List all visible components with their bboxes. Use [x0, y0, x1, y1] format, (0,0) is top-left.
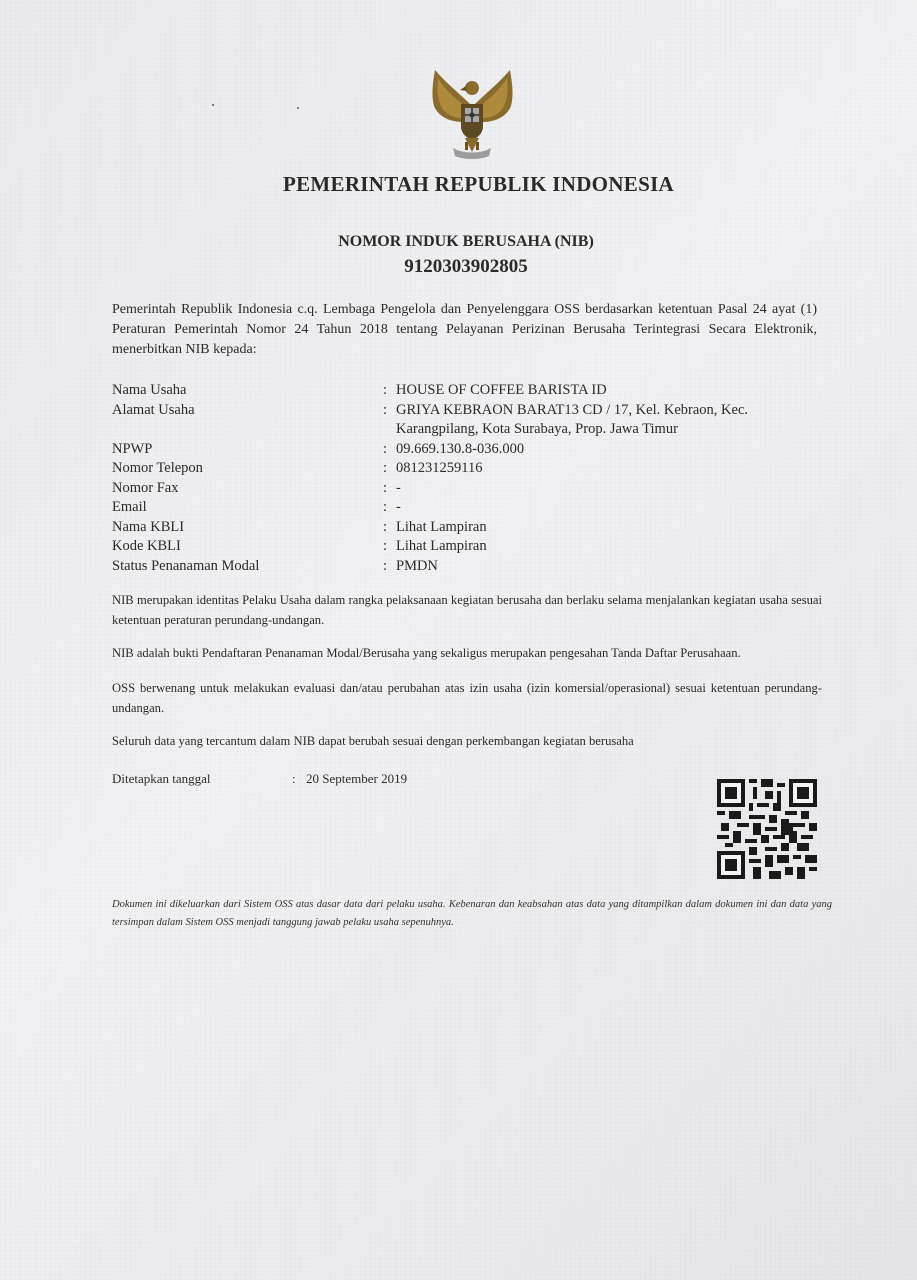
- paper-speck: [297, 107, 299, 109]
- business-details: [112, 381, 812, 576]
- field-label: Alamat Usaha: [112, 401, 195, 418]
- field-row-nomor-fax: [112, 479, 812, 499]
- field-value: PMDN: [396, 557, 438, 574]
- qr-code-icon: [717, 779, 817, 879]
- issued-separator: :: [292, 771, 296, 786]
- field-separator: :: [382, 401, 388, 418]
- issued-date-row: [112, 771, 407, 787]
- field-label: Nomor Fax: [112, 479, 179, 496]
- field-row-npwp: [112, 440, 812, 460]
- note-paragraph: NIB adalah bukti Pendaftaran Penanaman Modal/Berusaha yang sekaligus merupakan pengesahan Tanda Daftar Perusahaan.: [112, 646, 741, 660]
- field-row-nama-usaha: [112, 381, 812, 401]
- field-value: 081231259116: [396, 460, 483, 476]
- issued-label: Ditetapkan tanggal: [112, 771, 211, 786]
- note-paragraph: OSS berwenang untuk melakukan evaluasi dan/atau perubahan atas izin usaha (izin komersial/operasional) sesuai ketentuan perundang-undangan.: [112, 681, 822, 715]
- field-label: Nama KBLI: [112, 518, 185, 535]
- field-separator: :: [382, 440, 388, 457]
- note-paragraph: Seluruh data yang tercantum dalam NIB dapat berubah sesuai dengan perkembangan kegiatan berusaha: [112, 734, 634, 748]
- field-label: Status Penanaman Modal: [112, 557, 260, 574]
- government-title: PEMERINTAH REPUBLIK INDONESIA: [282, 172, 675, 196]
- paper-speck: [212, 104, 214, 106]
- field-row-nama-kbli: [112, 518, 812, 538]
- field-separator: :: [382, 538, 388, 554]
- field-label: Nama Usaha: [112, 382, 187, 398]
- field-separator: :: [382, 460, 388, 476]
- garuda-emblem-icon: [425, 64, 520, 162]
- field-value: HOUSE OF COFFEE BARISTA ID: [396, 382, 607, 398]
- field-row-alamat-usaha: [112, 401, 812, 440]
- nib-number: 9120303902805: [404, 256, 528, 277]
- field-value: -: [396, 499, 401, 515]
- field-separator: :: [382, 499, 388, 515]
- intro-paragraph: Pemerintah Republik Indonesia c.q. Lembaga Pengelola dan Penyelenggara OSS berdasarkan ketentuan Pasal 24 ayat (1) Peraturan Pemerintah Nomor 24 Tahun 2018 tentang Pelayanan Perizinan Berusaha Terintegrasi Secara Elektronik, menerbitkan NIB kepada:: [112, 302, 817, 357]
- footer-disclaimer: Dokumen ini dikeluarkan dari Sistem OSS atas dasar data dari pelaku usaha. Kebenaran dan keabsahan atas data yang ditampilkan dalam dokumen ini dan data yang tersimpan dalam Sistem OSS menjadi tanggung jawab pelaku usaha sepenuhnya.: [112, 899, 832, 928]
- field-label: Kode KBLI: [112, 538, 181, 554]
- field-value: -: [396, 479, 401, 496]
- field-row-status-penanaman-modal: [112, 557, 812, 577]
- field-separator: :: [382, 479, 388, 496]
- field-separator: :: [382, 557, 388, 574]
- field-label: NPWP: [112, 440, 153, 457]
- field-row-kode-kbli: [112, 537, 812, 557]
- field-separator: :: [382, 382, 388, 398]
- field-row-email: [112, 498, 812, 518]
- field-value: Lihat Lampiran: [396, 518, 487, 535]
- document-title: NOMOR INDUK BERUSAHA (NIB): [338, 233, 594, 250]
- field-value: 09.669.130.8-036.000: [396, 440, 525, 457]
- field-row-nomor-telepon: [112, 459, 812, 479]
- note-paragraph: NIB merupakan identitas Pelaku Usaha dalam rangka pelaksanaan kegiatan berusaha dan berlaku selama menjalankan kegiatan usaha sesuai ketentuan peraturan perundang-undangan.: [112, 593, 822, 627]
- field-value: Lihat Lampiran: [396, 538, 487, 554]
- field-separator: :: [382, 518, 388, 535]
- field-label: Email: [112, 499, 147, 515]
- field-label: Nomor Telepon: [112, 460, 203, 476]
- issued-date: 20 September 2019: [306, 771, 408, 786]
- field-value: GRIYA KEBRAON BARAT13 CD / 17, Kel. Kebraon, Kec. Karangpilang, Kota Surabaya, Prop. Jawa Timur: [396, 401, 749, 437]
